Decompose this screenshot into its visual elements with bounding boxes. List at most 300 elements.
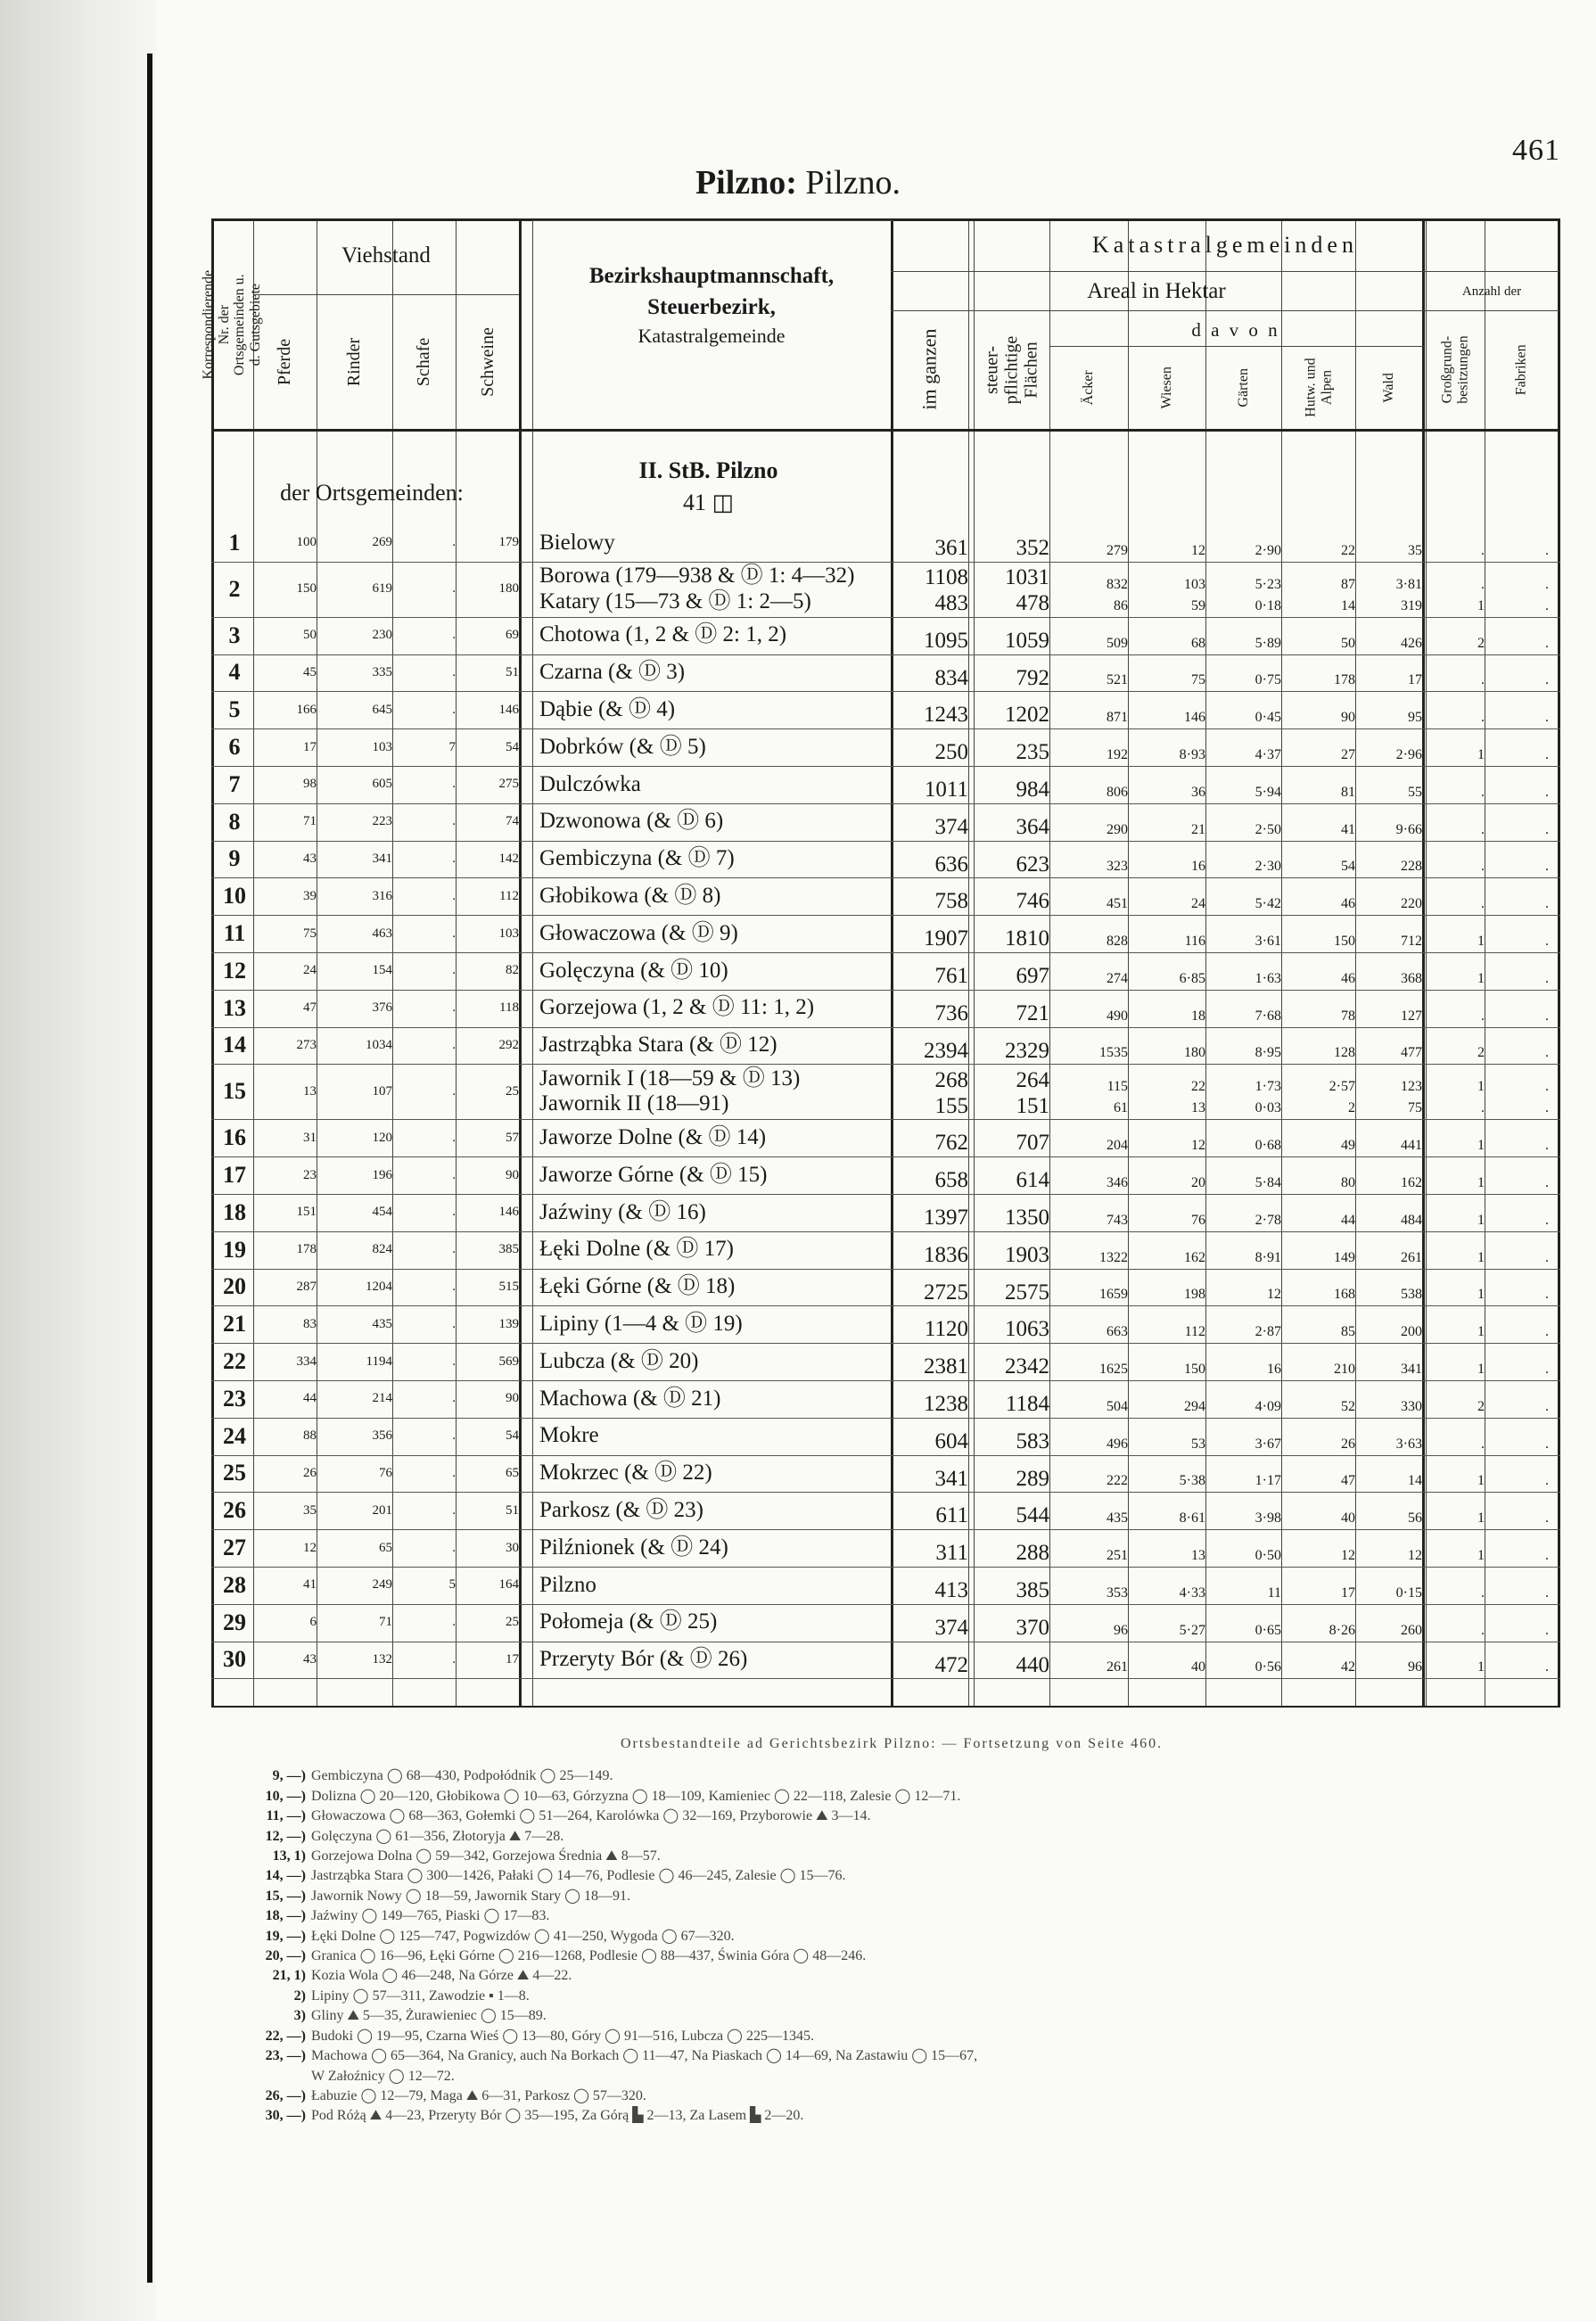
- cell-schweine: [456, 1380, 522, 1418]
- col-hutw-header: Hutw. und Alpen: [1302, 358, 1334, 417]
- cell-schafe-value: .: [452, 851, 456, 866]
- cell-acker-value: 261: [1107, 1659, 1128, 1675]
- cell-name-value: Jastrząbka Stara (& Ⓓ 12): [539, 1033, 777, 1058]
- cell-acker-value: 61: [1114, 1100, 1128, 1116]
- cell-schafe-value: .: [452, 963, 456, 978]
- cell-schweine: [456, 524, 522, 562]
- cell-steuer: [974, 1119, 1055, 1156]
- cell-acker-value: 353: [1107, 1584, 1128, 1601]
- cell-fabriken: [1485, 1380, 1553, 1418]
- cell-schweine: [456, 877, 522, 915]
- footnote-key: 14, —): [265, 1868, 306, 1884]
- cell-wiesen-value: 198: [1184, 1287, 1205, 1303]
- cell-schafe-value: .: [452, 1083, 456, 1099]
- cell-name-value: Przeryty Bór (& Ⓓ 26): [539, 1647, 748, 1672]
- cell-hutw: [1281, 691, 1360, 728]
- cell-grossgrund: [1426, 1604, 1489, 1642]
- cell-name-value: Parkosz (& Ⓓ 23): [539, 1497, 703, 1522]
- col-steuer-header: steuer- pflichtige Flächen: [982, 335, 1041, 404]
- cell-grossgrund: [1426, 524, 1489, 562]
- footnote-key: 9, —): [272, 1768, 306, 1784]
- cell-wiesen: [1128, 915, 1210, 952]
- cell-wald-value: 260: [1401, 1622, 1422, 1638]
- cell-nr-value: 22: [223, 1348, 246, 1375]
- cell-im-ganzen-value: 2725: [924, 1280, 968, 1305]
- cell-nr-value: 11: [223, 920, 246, 947]
- cell-nr: [218, 691, 251, 728]
- cell-hutw: [1281, 1231, 1360, 1269]
- cell-gaerten-value: 1·73: [1255, 1079, 1281, 1095]
- cell-wald-value: 441: [1401, 1138, 1422, 1154]
- cell-schweine: [456, 1231, 522, 1269]
- cell-hutw: [1281, 1343, 1360, 1380]
- cell-nr-value: 19: [223, 1236, 246, 1263]
- cell-nr: [218, 1380, 251, 1418]
- cell-grossgrund: [1426, 990, 1489, 1027]
- table-row: [211, 766, 1560, 804]
- cell-steuer-value: 288: [1016, 1541, 1049, 1566]
- cell-rinder-value: 71: [379, 1615, 392, 1630]
- cell-im-ganzen-value: 155: [934, 1093, 968, 1118]
- cell-im-ganzen: [891, 1027, 974, 1065]
- cell-wiesen-value: 13: [1191, 1547, 1205, 1563]
- cell-im-ganzen-value: 758: [934, 889, 968, 914]
- col-rinder-header: Rinder: [344, 337, 365, 386]
- cell-gaerten: [1205, 1418, 1286, 1455]
- table-row: [211, 654, 1560, 693]
- footnote-text: Gorzejowa Dolna ◯ 59—342, Gorzejowa Średnia ⛰ 8—57.: [311, 1848, 661, 1864]
- cell-wiesen: [1128, 766, 1210, 803]
- cell-name: [539, 915, 883, 952]
- cell-pferde-value: 150: [296, 581, 317, 597]
- cell-pferde-value: 6: [309, 1615, 317, 1630]
- cell-im-ganzen-value: 374: [934, 814, 968, 839]
- cell-acker-value: 290: [1107, 821, 1128, 837]
- cell-hutw: [1281, 1194, 1360, 1231]
- cell-pferde-value: 166: [296, 702, 317, 717]
- cell-acker-value: 274: [1107, 970, 1128, 986]
- cell-pferde: [253, 1156, 320, 1194]
- cell-steuer-value: 1810: [1005, 926, 1049, 951]
- cell-im-ganzen: [891, 1343, 974, 1380]
- cell-wald: [1355, 1305, 1427, 1343]
- cell-im-ganzen-value: 761: [934, 964, 968, 989]
- cell-schweine-value: 30: [506, 1540, 519, 1555]
- cell-nr-value: 6: [228, 734, 241, 761]
- cell-rinder: [317, 617, 396, 654]
- cell-rinder: [317, 1231, 396, 1269]
- cell-acker: [1049, 1064, 1132, 1119]
- cell-schweine: [456, 1305, 522, 1343]
- cell-wiesen: [1128, 1027, 1210, 1065]
- cell-nr: [218, 562, 251, 617]
- bezirk-line3: Katastralgemeinde: [638, 324, 786, 347]
- cell-nr-value: 8: [228, 808, 241, 835]
- cell-name: [539, 1343, 883, 1380]
- cell-im-ganzen-value: 1243: [924, 703, 968, 728]
- cell-schweine-value: 142: [498, 851, 519, 866]
- cell-gaerten: [1205, 728, 1286, 766]
- cell-im-ganzen: [891, 1529, 974, 1567]
- cell-fabriken-value: .: [1545, 1045, 1549, 1061]
- cell-grossgrund-value: 1: [1477, 1249, 1485, 1265]
- cell-grossgrund: [1426, 1642, 1489, 1679]
- cell-im-ganzen-value: 1108: [924, 565, 968, 590]
- cell-fabriken-value: .: [1545, 970, 1549, 986]
- cell-fabriken-value: .: [1545, 1138, 1549, 1154]
- cell-pferde-value: 39: [303, 888, 317, 903]
- footnote-item: [245, 1847, 1538, 1866]
- cell-nr: [218, 728, 251, 766]
- cell-wald: [1355, 766, 1427, 803]
- cell-acker-value: 451: [1107, 896, 1128, 912]
- cell-hutw: [1281, 1455, 1360, 1493]
- cell-nr-value: 9: [228, 845, 241, 872]
- cell-fabriken: [1485, 990, 1553, 1027]
- cell-hutw-value: 14: [1341, 597, 1355, 613]
- cell-name-value: Połomeja (& Ⓓ 25): [539, 1609, 718, 1634]
- cell-nr: [218, 841, 251, 878]
- cell-schafe-value: .: [452, 1037, 456, 1052]
- footnote-key: 3): [293, 2008, 306, 2024]
- cell-fabriken: [1485, 1604, 1553, 1642]
- cell-wiesen-value: 180: [1184, 1045, 1205, 1061]
- cell-nr: [218, 524, 251, 562]
- cell-hutw: [1281, 1305, 1360, 1343]
- cell-steuer: [974, 1380, 1055, 1418]
- cell-im-ganzen-value: 1120: [924, 1317, 968, 1342]
- cell-im-ganzen-value: 1836: [924, 1242, 968, 1267]
- footnote-item: [245, 1866, 1538, 1886]
- cell-grossgrund: [1426, 1492, 1489, 1529]
- cell-schafe: [392, 1455, 459, 1493]
- cell-rinder: [317, 1642, 396, 1679]
- cell-wald-value: 162: [1401, 1174, 1422, 1190]
- cell-wiesen: [1128, 728, 1210, 766]
- cell-acker: [1049, 1305, 1132, 1343]
- page-number: 461: [1512, 134, 1560, 167]
- col-wald-header: Wald: [1380, 372, 1396, 403]
- cell-schafe: [392, 1529, 459, 1567]
- cell-hutw: [1281, 524, 1360, 562]
- cell-schafe: [392, 524, 459, 562]
- cell-im-ganzen-value: 361: [934, 536, 968, 561]
- cell-pferde: [253, 1027, 320, 1065]
- cell-acker-value: 1625: [1099, 1361, 1128, 1377]
- cell-schafe: [392, 1567, 459, 1604]
- cell-hutw: [1281, 841, 1360, 878]
- cell-hutw: [1281, 952, 1360, 990]
- cell-rinder-value: 201: [372, 1502, 392, 1518]
- cell-nr: [218, 1231, 251, 1269]
- cell-rinder-value: 120: [372, 1130, 392, 1145]
- cell-nr-value: 29: [223, 1609, 246, 1635]
- cell-steuer: [974, 1156, 1055, 1194]
- table-row: [211, 1156, 1560, 1195]
- cell-im-ganzen-value: 1011: [924, 778, 968, 802]
- cell-wald: [1355, 654, 1427, 692]
- cell-schafe: [392, 841, 459, 878]
- cell-hutw: [1281, 654, 1360, 692]
- cell-im-ganzen-value: 374: [934, 1615, 968, 1640]
- footnote-item: [245, 2106, 1538, 2126]
- cell-wald: [1355, 1529, 1427, 1567]
- cell-fabriken-value: .: [1545, 933, 1549, 949]
- cell-steuer: [974, 915, 1055, 952]
- cell-steuer-value: 544: [1016, 1503, 1049, 1528]
- table-row: [211, 1064, 1560, 1120]
- cell-wald-value: 14: [1408, 1473, 1422, 1489]
- cell-grossgrund-value: .: [1481, 1622, 1485, 1638]
- cell-acker-value: 663: [1107, 1324, 1128, 1340]
- cell-wiesen-value: 6·85: [1179, 970, 1205, 986]
- cell-steuer-value: 151: [1016, 1093, 1049, 1118]
- cell-gaerten: [1205, 1231, 1286, 1269]
- cell-hutw-value: 17: [1341, 1584, 1355, 1601]
- cell-schweine-value: 139: [498, 1316, 519, 1331]
- cell-steuer-value: 264: [1016, 1067, 1049, 1092]
- table-row: [211, 990, 1560, 1028]
- cell-fabriken-value: .: [1545, 859, 1549, 875]
- cell-schweine: [456, 1455, 522, 1493]
- cell-wiesen-value: 21: [1191, 821, 1205, 837]
- table-row: [211, 1567, 1560, 1605]
- col-bezirk-header: [532, 264, 891, 347]
- cell-wiesen-value: 20: [1191, 1174, 1205, 1190]
- cell-gaerten: [1205, 841, 1286, 878]
- cell-acker-value: 743: [1107, 1212, 1128, 1228]
- cell-pferde-value: 17: [303, 739, 317, 754]
- cell-rinder: [317, 1305, 396, 1343]
- cell-fabriken-value: .: [1545, 542, 1549, 558]
- cell-im-ganzen: [891, 877, 974, 915]
- cell-gaerten-value: 0·03: [1255, 1100, 1281, 1116]
- cell-steuer-value: 289: [1016, 1466, 1049, 1491]
- cell-fabriken-value: .: [1545, 1622, 1549, 1638]
- cell-fabriken-value: .: [1545, 746, 1549, 762]
- cell-fabriken-value: .: [1545, 1361, 1549, 1377]
- cell-schafe: [392, 654, 459, 692]
- cell-pferde: [253, 915, 320, 952]
- cell-wiesen: [1128, 1194, 1210, 1231]
- cell-wiesen: [1128, 990, 1210, 1027]
- cell-fabriken: [1485, 728, 1553, 766]
- cell-wald: [1355, 841, 1427, 878]
- cell-im-ganzen-value: 834: [934, 665, 968, 690]
- bezirk-line1: Bezirkshauptmannschaft,: [588, 264, 835, 288]
- cell-pferde-value: 26: [303, 1465, 317, 1480]
- cell-gaerten: [1205, 990, 1286, 1027]
- cell-rinder: [317, 654, 396, 692]
- cell-hutw-value: 80: [1341, 1174, 1355, 1190]
- cell-hutw: [1281, 1604, 1360, 1642]
- cell-im-ganzen: [891, 1119, 974, 1156]
- cell-gaerten-value: 1·63: [1255, 970, 1281, 986]
- cell-acker: [1049, 1343, 1132, 1380]
- cell-gaerten-value: 2·30: [1255, 859, 1281, 875]
- cell-hutw: [1281, 728, 1360, 766]
- cell-hutw: [1281, 1380, 1360, 1418]
- cell-schafe: [392, 1027, 459, 1065]
- cell-schafe: [392, 1642, 459, 1679]
- cell-acker-value: 1535: [1099, 1045, 1128, 1061]
- page-title: [0, 163, 1596, 202]
- cell-nr-value: 20: [223, 1273, 246, 1300]
- cell-grossgrund-value: 1: [1477, 1510, 1485, 1527]
- cell-wald: [1355, 524, 1427, 562]
- cell-im-ganzen-value: 658: [934, 1168, 968, 1193]
- cell-schafe: [392, 1604, 459, 1642]
- cell-wiesen-value: 40: [1191, 1659, 1205, 1675]
- cell-grossgrund-value: .: [1481, 710, 1485, 726]
- cell-pferde-value: 43: [303, 1651, 317, 1667]
- cell-gaerten: [1205, 1156, 1286, 1194]
- cell-fabriken-value: .: [1545, 635, 1549, 651]
- cell-fabriken: [1485, 952, 1553, 990]
- cell-wald: [1355, 877, 1427, 915]
- cell-fabriken: [1485, 654, 1553, 692]
- cell-name-value: Gorzejowa (1, 2 & Ⓓ 11: 1, 2): [539, 995, 815, 1020]
- cell-steuer: [974, 562, 1055, 617]
- cell-acker: [1049, 562, 1132, 617]
- cell-im-ganzen-value: 2394: [924, 1038, 968, 1063]
- cell-gaerten-value: 7·68: [1255, 1008, 1281, 1024]
- cell-wald: [1355, 990, 1427, 1027]
- cell-gaerten: [1205, 1027, 1286, 1065]
- section-ortsgemeinden: der Ortsgemeinden:: [280, 480, 464, 506]
- cell-pferde: [253, 1604, 320, 1642]
- cell-wald: [1355, 617, 1427, 654]
- cell-schweine: [456, 1027, 522, 1065]
- cell-rinder-value: 214: [372, 1391, 392, 1406]
- cell-pferde-value: 41: [303, 1577, 317, 1593]
- cell-nr-value: 4: [228, 659, 241, 686]
- cell-pferde: [253, 877, 320, 915]
- col-korr-header: Korrespondierende Nr. der Ortsgemeinden u. d. Gutsgebiete: [201, 270, 264, 380]
- cell-pferde: [253, 1119, 320, 1156]
- cell-hutw-value: 49: [1341, 1138, 1355, 1154]
- cell-wiesen-value: 22: [1191, 1079, 1205, 1095]
- cell-pferde: [253, 1064, 320, 1119]
- cell-steuer-value: 352: [1016, 536, 1049, 561]
- cell-steuer-value: 385: [1016, 1578, 1049, 1603]
- cell-hutw-value: 8·26: [1329, 1622, 1355, 1638]
- cell-nr-value: 5: [228, 696, 241, 723]
- cell-schweine-value: 112: [499, 888, 519, 903]
- group-viehstand: Viehstand: [341, 243, 431, 267]
- cell-steuer-value: 2575: [1005, 1280, 1049, 1305]
- cell-schweine: [456, 766, 522, 803]
- cell-wald-value: 426: [1401, 635, 1422, 651]
- cell-acker-value: 1322: [1099, 1249, 1128, 1265]
- footnote-key: 18, —): [265, 1908, 306, 1924]
- cell-fabriken-value: .: [1545, 1398, 1549, 1414]
- cell-schafe-value: .: [452, 581, 456, 597]
- cell-acker: [1049, 1231, 1132, 1269]
- cell-acker: [1049, 803, 1132, 841]
- cell-im-ganzen-value: 1397: [924, 1206, 968, 1230]
- footnote-text: Łabuzie ◯ 12—79, Maga ⛰ 6—31, Parkosz ◯ 57—320.: [311, 2087, 646, 2103]
- cell-nr: [218, 1156, 251, 1194]
- cell-im-ganzen-value: 636: [934, 852, 968, 877]
- cell-im-ganzen: [891, 1231, 974, 1269]
- cell-fabriken: [1485, 617, 1553, 654]
- cell-acker: [1049, 617, 1132, 654]
- cell-name: [539, 990, 883, 1027]
- cell-name-value: Czarna (& Ⓓ 3): [539, 660, 686, 685]
- cell-schweine-value: 118: [499, 1000, 519, 1016]
- cell-wald-value: 319: [1401, 597, 1422, 613]
- cell-wiesen-value: 68: [1191, 635, 1205, 651]
- cell-gaerten: [1205, 952, 1286, 990]
- cell-gaerten-value: 3·67: [1255, 1436, 1281, 1452]
- cell-grossgrund-value: .: [1481, 784, 1485, 800]
- group-areal: Areal in Hektar: [1087, 279, 1226, 303]
- cell-name-value: Jaworze Dolne (& Ⓓ 14): [539, 1124, 767, 1149]
- cell-rinder-value: 223: [372, 814, 392, 829]
- cell-wiesen: [1128, 1305, 1210, 1343]
- cell-schweine-value: 51: [506, 1502, 519, 1518]
- table-row: [211, 617, 1560, 655]
- cell-wald: [1355, 691, 1427, 728]
- cell-wald: [1355, 1604, 1427, 1642]
- cell-hutw-value: 22: [1341, 542, 1355, 558]
- cell-steuer: [974, 617, 1055, 654]
- cell-gaerten-value: 2·50: [1255, 821, 1281, 837]
- cell-steuer: [974, 728, 1055, 766]
- cell-schweine: [456, 1119, 522, 1156]
- cell-wiesen: [1128, 841, 1210, 878]
- cell-acker: [1049, 1027, 1132, 1065]
- cell-schweine-value: 515: [498, 1279, 519, 1294]
- footnote-key: 20, —): [265, 1948, 306, 1964]
- cell-schweine: [456, 617, 522, 654]
- cell-pferde-value: 334: [296, 1354, 317, 1369]
- cell-gaerten: [1205, 1343, 1286, 1380]
- cell-acker-value: 346: [1107, 1174, 1128, 1190]
- cell-gaerten: [1205, 1642, 1286, 1679]
- cell-acker: [1049, 1567, 1132, 1604]
- cell-acker: [1049, 728, 1132, 766]
- cell-nr-value: 28: [223, 1571, 246, 1598]
- cell-grossgrund-value: 2: [1477, 635, 1485, 651]
- cell-nr: [218, 952, 251, 990]
- cell-grossgrund: [1426, 1418, 1489, 1455]
- cell-name: [539, 524, 883, 562]
- cell-pferde: [253, 1418, 320, 1455]
- cell-wiesen: [1128, 1269, 1210, 1306]
- cell-fabriken: [1485, 1305, 1553, 1343]
- cell-rinder: [317, 728, 396, 766]
- footnote-text: Dolizna ◯ 20—120, Głobikowa ◯ 10—63, Górzyzna ◯ 18—109, Kamieniec ◯ 22—118, Zalesie ◯ 12—71.: [311, 1788, 961, 1804]
- cell-nr: [218, 617, 251, 654]
- col-acker-header: Äcker: [1081, 369, 1097, 406]
- table-row: [211, 1194, 1560, 1232]
- cell-fabriken-value: .: [1545, 1174, 1549, 1190]
- cell-im-ganzen: [891, 1567, 974, 1604]
- cell-schweine: [456, 1418, 522, 1455]
- cell-hutw-value: 46: [1341, 896, 1355, 912]
- cell-nr: [218, 877, 251, 915]
- cell-pferde: [253, 691, 320, 728]
- cell-wiesen-value: 4·33: [1179, 1584, 1205, 1601]
- cell-name: [539, 841, 883, 878]
- cell-nr-value: 14: [223, 1032, 246, 1058]
- cell-wald-value: 712: [1401, 933, 1422, 949]
- cell-steuer: [974, 1455, 1055, 1493]
- cell-schweine: [456, 728, 522, 766]
- cell-rinder-value: 230: [372, 628, 392, 643]
